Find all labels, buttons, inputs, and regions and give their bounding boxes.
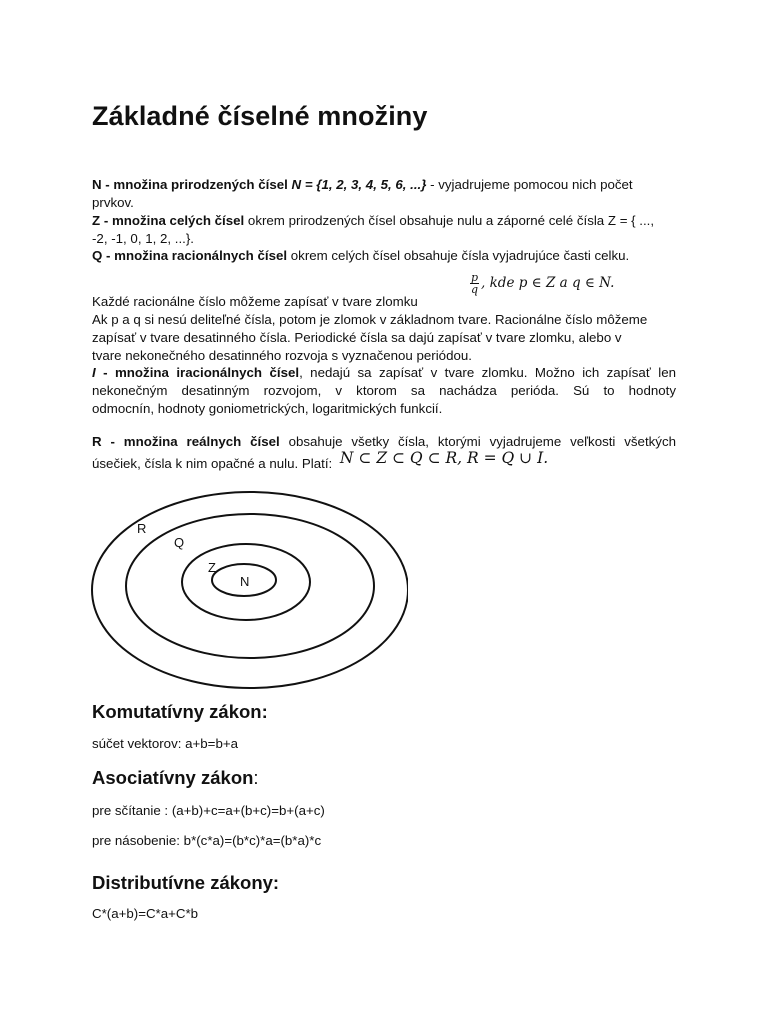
q-label: Q - množina racionálnych čísel: [92, 248, 288, 263]
r-line-2-row: [92, 449, 549, 473]
fraction-condition: , kde p ∈ Z a q ∈ N.: [481, 275, 615, 292]
rational-line-3: zapísať v tvare desatinného čísla. Periodické čísla sa dajú zapísať v tvare zlomku, alebo v: [92, 330, 622, 345]
asociativny-heading: Asociatívny zákon: [92, 767, 254, 788]
i-rest-1: , nedajú sa zapísať v tvare zlomku. Možno ich zapísať len: [299, 365, 676, 380]
asociativny-heading-row: [92, 767, 259, 789]
n-label: N - množina prirodzených čísel: [92, 177, 288, 192]
n-rest-1: - vyjadrujeme pomocou nich počet: [426, 177, 633, 192]
distributivne-text: C*(a+b)=C*a+C*b: [92, 906, 199, 921]
fraction: [470, 272, 479, 295]
asociativny-line-2: pre násobenie: b*(c*a)=(b*c)*a=(b*a)*c: [92, 833, 322, 848]
z-rest-2: -2, -1, 0, 1, 2, ...}.: [92, 231, 194, 246]
r-line-2: úsečiek, čísla k nim opačné a nulu. Platí:: [92, 456, 333, 471]
q-definition: [92, 247, 676, 265]
set-q-ellipse: [126, 514, 374, 658]
nested-sets-diagram: [88, 490, 408, 692]
fraction-formula: [470, 272, 614, 295]
asociativny-line-1: pre sčítanie : (a+b)+c=a+(b+c)=b+(a+c): [92, 803, 325, 818]
komutativny-text: súčet vektorov: a+b=b+a: [92, 736, 238, 751]
label-r: R: [137, 521, 147, 536]
i-line-3: odmocnín, hodnoty goniometrických, logaritmických funkcií.: [92, 401, 443, 416]
z-definition: [92, 212, 676, 248]
z-rest-1: okrem prirodzených čísel obsahuje nulu a záporné celé čísla Z = { ...,: [244, 213, 655, 228]
rational-line-1: Každé racionálne číslo môžeme zapísať v tvare zlomku: [92, 294, 418, 309]
i-letter: I: [92, 365, 96, 380]
q-rest: okrem celých čísel obsahuje čísla vyjadrujúce časti celku.: [287, 248, 630, 263]
label-n: N: [240, 574, 250, 589]
r-rest-1: obsahuje všetky čísla, ktorými vyjadrujeme veľkosti všetkých: [279, 434, 676, 449]
label-q: Q: [174, 535, 185, 550]
z-label: Z - množina celých čísel: [92, 213, 245, 228]
rational-paragraph: [92, 293, 676, 365]
i-definition: [92, 364, 676, 418]
asociativny-colon: :: [253, 767, 259, 788]
i-line-2: nekonečným desatinným rozvojom, v ktorom sa nachádza perióda. Sú to hodnoty: [92, 383, 676, 398]
rational-line-2: Ak p a q si nesú deliteľné čísla, potom je zlomok v základnom tvare. Racionálne číslo môžeme: [92, 312, 648, 327]
n-rest-2: prvkov.: [92, 195, 134, 210]
fraction-numerator: p: [471, 271, 479, 284]
r-label: R - množina reálnych čísel: [92, 434, 280, 449]
komutativny-heading: Komutatívny zákon:: [92, 701, 268, 722]
page-title: Základné číselné množiny: [92, 101, 428, 131]
distributivne-heading: Distributívne zákony:: [92, 872, 280, 893]
label-z: Z: [208, 560, 216, 575]
fraction-denominator: q: [471, 283, 479, 296]
subset-formula: N ⊂ Z ⊂ Q ⊂ R, R = Q ∪ I.: [339, 449, 549, 467]
n-definition: [92, 176, 676, 212]
n-set: N = {1, 2, 3, 4, 5, 6, ...}: [291, 177, 427, 192]
rational-line-4: tvare nekonečného desatinného rozvoja s vyznačenou periódou.: [92, 348, 472, 363]
i-label: - množina iracionálnych čísel: [95, 365, 300, 380]
